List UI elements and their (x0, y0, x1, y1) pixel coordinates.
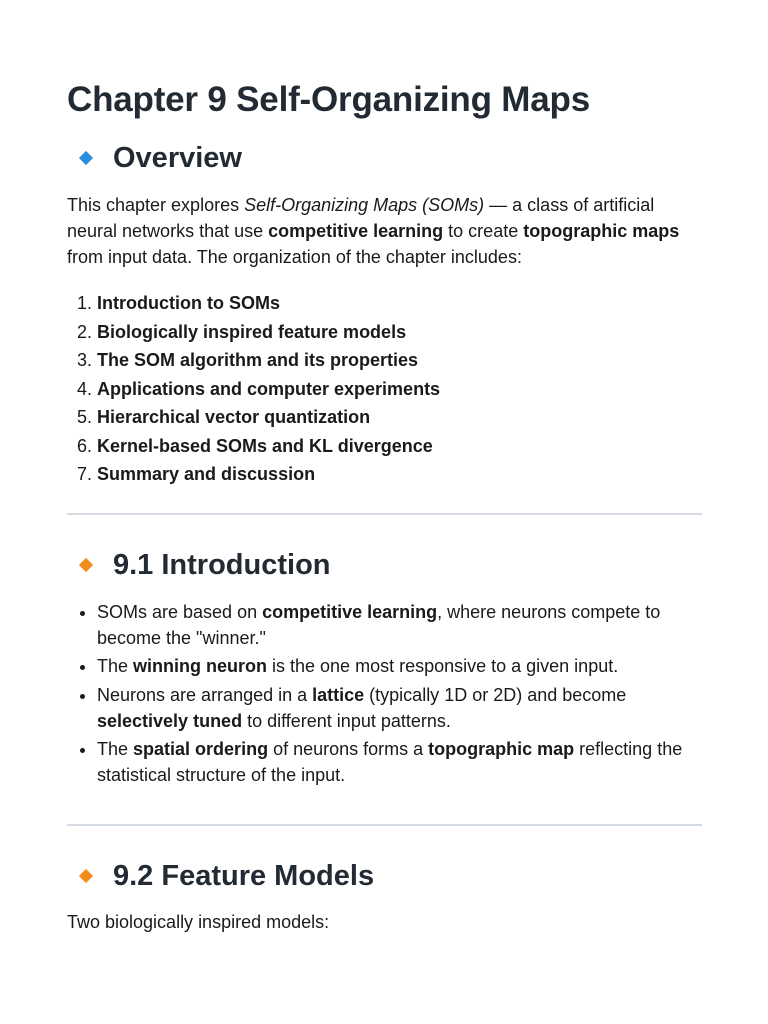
text-run: Neurons are arranged in a (97, 684, 313, 705)
list-item (97, 599, 702, 651)
intro-bullet-list (67, 599, 702, 789)
list-item: 1. Introduction to SOMs (97, 289, 702, 318)
text-run: is the one most responsive to a given input. (267, 656, 619, 676)
intro-heading-text: 9.1 Introduction (113, 548, 331, 581)
list-item (97, 682, 702, 734)
page-title: Chapter 9 Self-Organizing Maps (67, 80, 590, 119)
text-run: (typically 1D or 2D) and become (364, 684, 627, 705)
list-item: 4. Applications and computer experiments (97, 375, 702, 404)
text-run: The (97, 656, 134, 676)
text-run-bold: lattice (312, 684, 365, 705)
overview-paragraph (67, 192, 702, 270)
list-item (97, 736, 702, 788)
features-paragraph: Two biologically inspired models: (67, 912, 330, 932)
text-run-bold: selectively tuned (97, 710, 243, 731)
section-divider (67, 824, 702, 826)
text-run: This chapter explores (67, 195, 245, 215)
text-run-bold: spatial ordering (133, 739, 269, 759)
text-run: reflecting the statistical structure of the input. (97, 739, 683, 785)
text-run: — a class of artificial neural networks that use (67, 195, 655, 241)
list-item (97, 653, 702, 679)
text-run-bold: competitive learning (268, 221, 444, 241)
list-item: 7. Summary and discussion (97, 460, 702, 489)
orange-diamond-icon (79, 869, 93, 883)
text-run: to create (443, 221, 524, 241)
features-heading-text: 9.2 Feature Models (113, 860, 375, 892)
blue-diamond-icon (79, 151, 93, 165)
chapter-outline-list (67, 289, 702, 489)
list-item: 3. The SOM algorithm and its properties (97, 346, 702, 375)
text-run: SOMs are based on (97, 601, 263, 622)
text-run: The (97, 739, 134, 759)
section-divider (67, 513, 702, 515)
text-run-bold: topographic map (428, 739, 575, 759)
text-run-bold: topographic maps (523, 221, 680, 241)
text-run: to different input patterns. (242, 710, 451, 731)
text-run: from input data. The organization of the chapter includes: (67, 247, 522, 267)
orange-diamond-icon (79, 557, 93, 571)
text-run-italic: Self-Organizing Maps (SOMs) (244, 195, 485, 215)
intro-heading (67, 547, 702, 583)
list-item: 6. Kernel-based SOMs and KL divergence (97, 432, 702, 461)
overview-heading (67, 140, 702, 176)
list-item: 5. Hierarchical vector quantization (97, 403, 702, 432)
text-run-bold: winning neuron (133, 656, 268, 676)
text-run: of neurons forms a (268, 739, 429, 759)
features-heading (67, 858, 702, 894)
text-run: , where neurons compete to become the "winner." (97, 601, 661, 648)
list-item: 2. Biologically inspired feature models (97, 318, 702, 347)
overview-heading-text: Overview (113, 142, 242, 174)
text-run-bold: competitive learning (262, 601, 438, 622)
